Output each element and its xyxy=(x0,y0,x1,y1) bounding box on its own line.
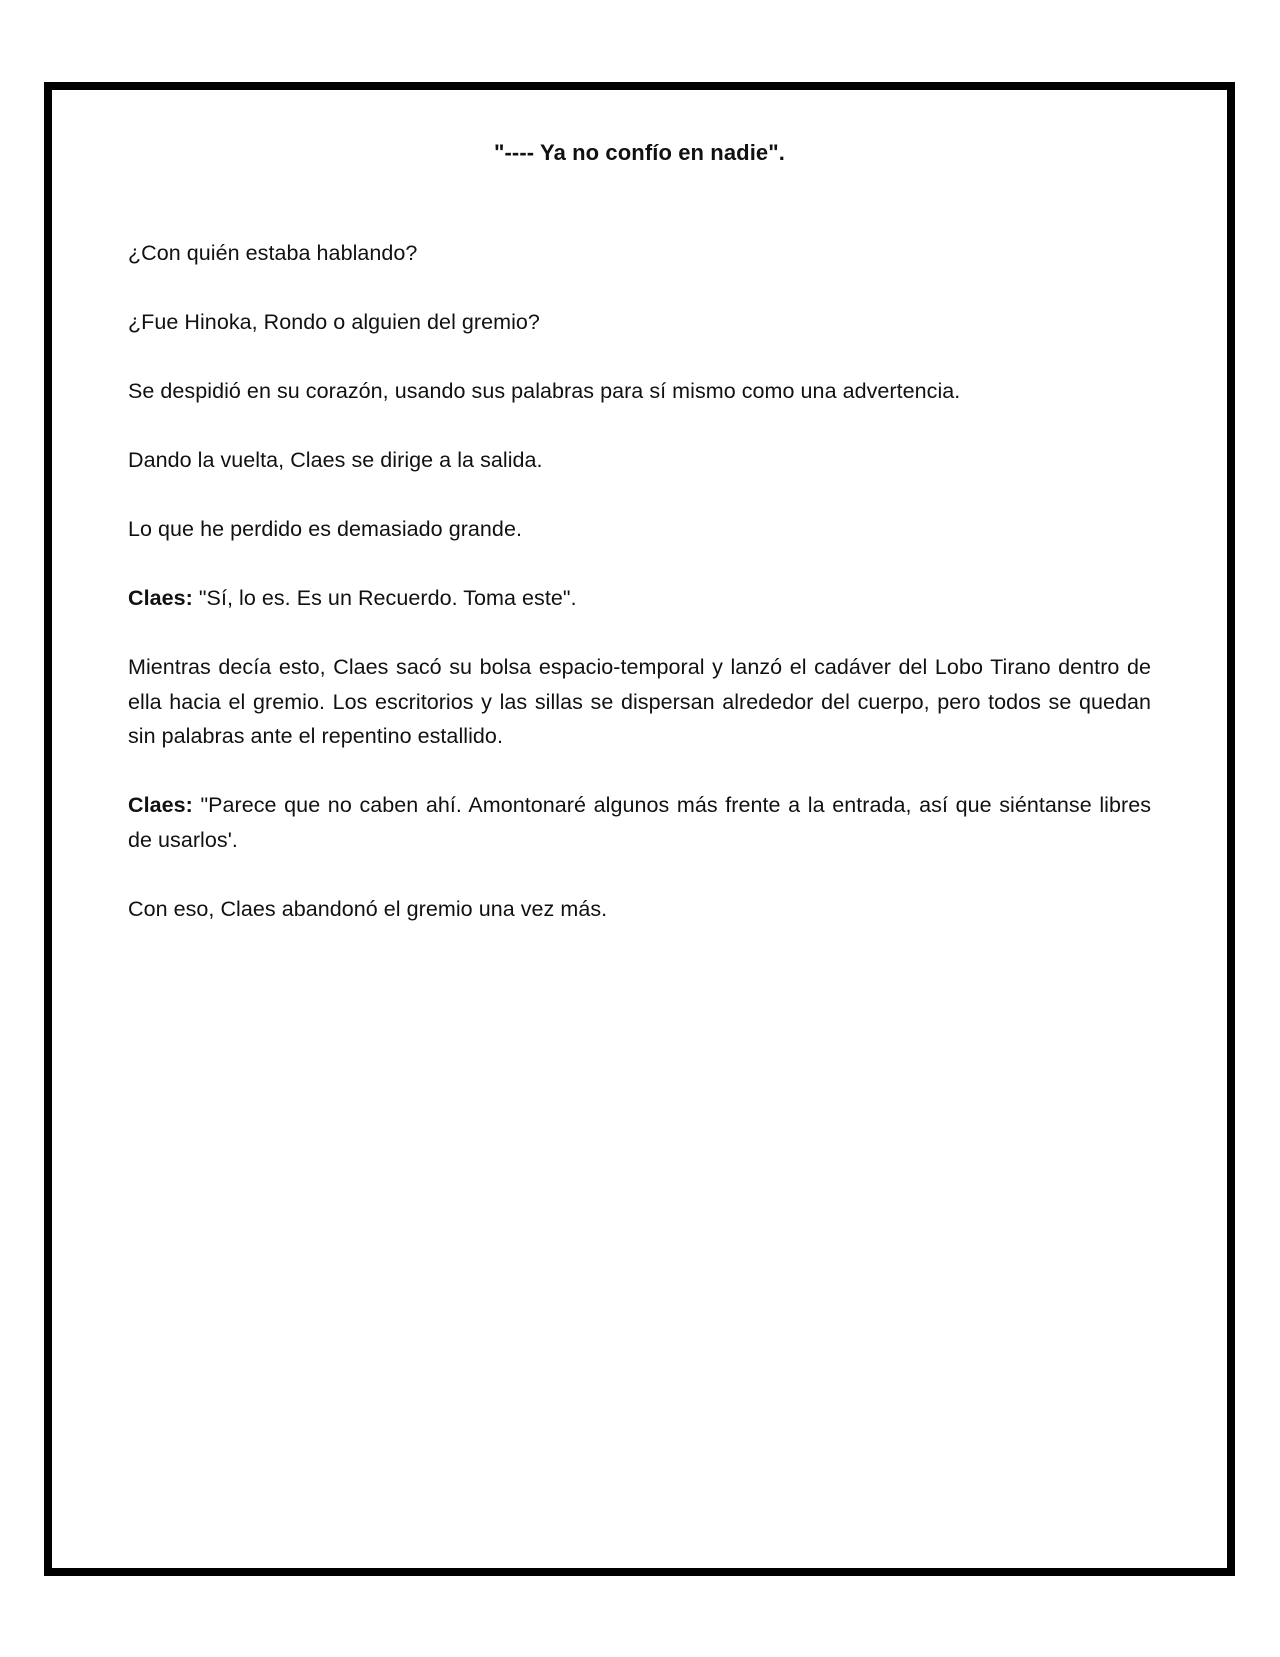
speaker-label: Claes: xyxy=(128,586,193,610)
paragraph-text: Mientras decía esto, Claes sacó su bolsa espacio-temporal y lanzó el cadáver del Lobo Tirano dentro de ella hacia el gremio. Los escritorios y las sillas se dispersan alrededor del cuerpo, pero todos se quedan sin palabras ante el repentino estallido. xyxy=(128,655,1151,748)
paragraph-text: Con eso, Claes abandonó el gremio una vez más. xyxy=(128,896,608,921)
page-title: "---- Ya no confío en nadie". xyxy=(493,140,786,165)
dialogue-text: "Sí, lo es. Es un Recuerdo. Toma este". xyxy=(192,586,577,610)
paragraph-2 xyxy=(128,305,1151,340)
dialogue-text: "Parece que no caben ahí. Amontonaré algunos más frente a la entrada, así que siéntanse libres de usarlos'. xyxy=(128,793,1151,852)
page-border-frame xyxy=(44,82,1235,1576)
paragraph-9 xyxy=(128,892,1151,927)
paragraph-text: Se despidió en su corazón, usando sus palabras para sí mismo como una advertencia. xyxy=(128,379,961,403)
paragraph-3 xyxy=(128,374,1151,409)
body-text xyxy=(128,236,1151,961)
paragraph-text: ¿Fue Hinoka, Rondo o alguien del gremio? xyxy=(128,310,540,334)
paragraph-5 xyxy=(128,512,1151,547)
paragraph-text: Dando la vuelta, Claes se dirige a la salida. xyxy=(128,448,543,472)
speaker-label: Claes: xyxy=(128,793,193,817)
paragraph-1 xyxy=(128,236,1151,271)
paragraph-7 xyxy=(128,650,1151,754)
paragraph-4 xyxy=(128,443,1151,478)
paragraph-text: ¿Con quién estaba hablando? xyxy=(128,241,418,265)
dialogue-paragraph-8 xyxy=(128,788,1151,857)
dialogue-paragraph-6 xyxy=(128,581,1151,616)
paragraph-text: Lo que he perdido es demasiado grande. xyxy=(128,517,522,541)
